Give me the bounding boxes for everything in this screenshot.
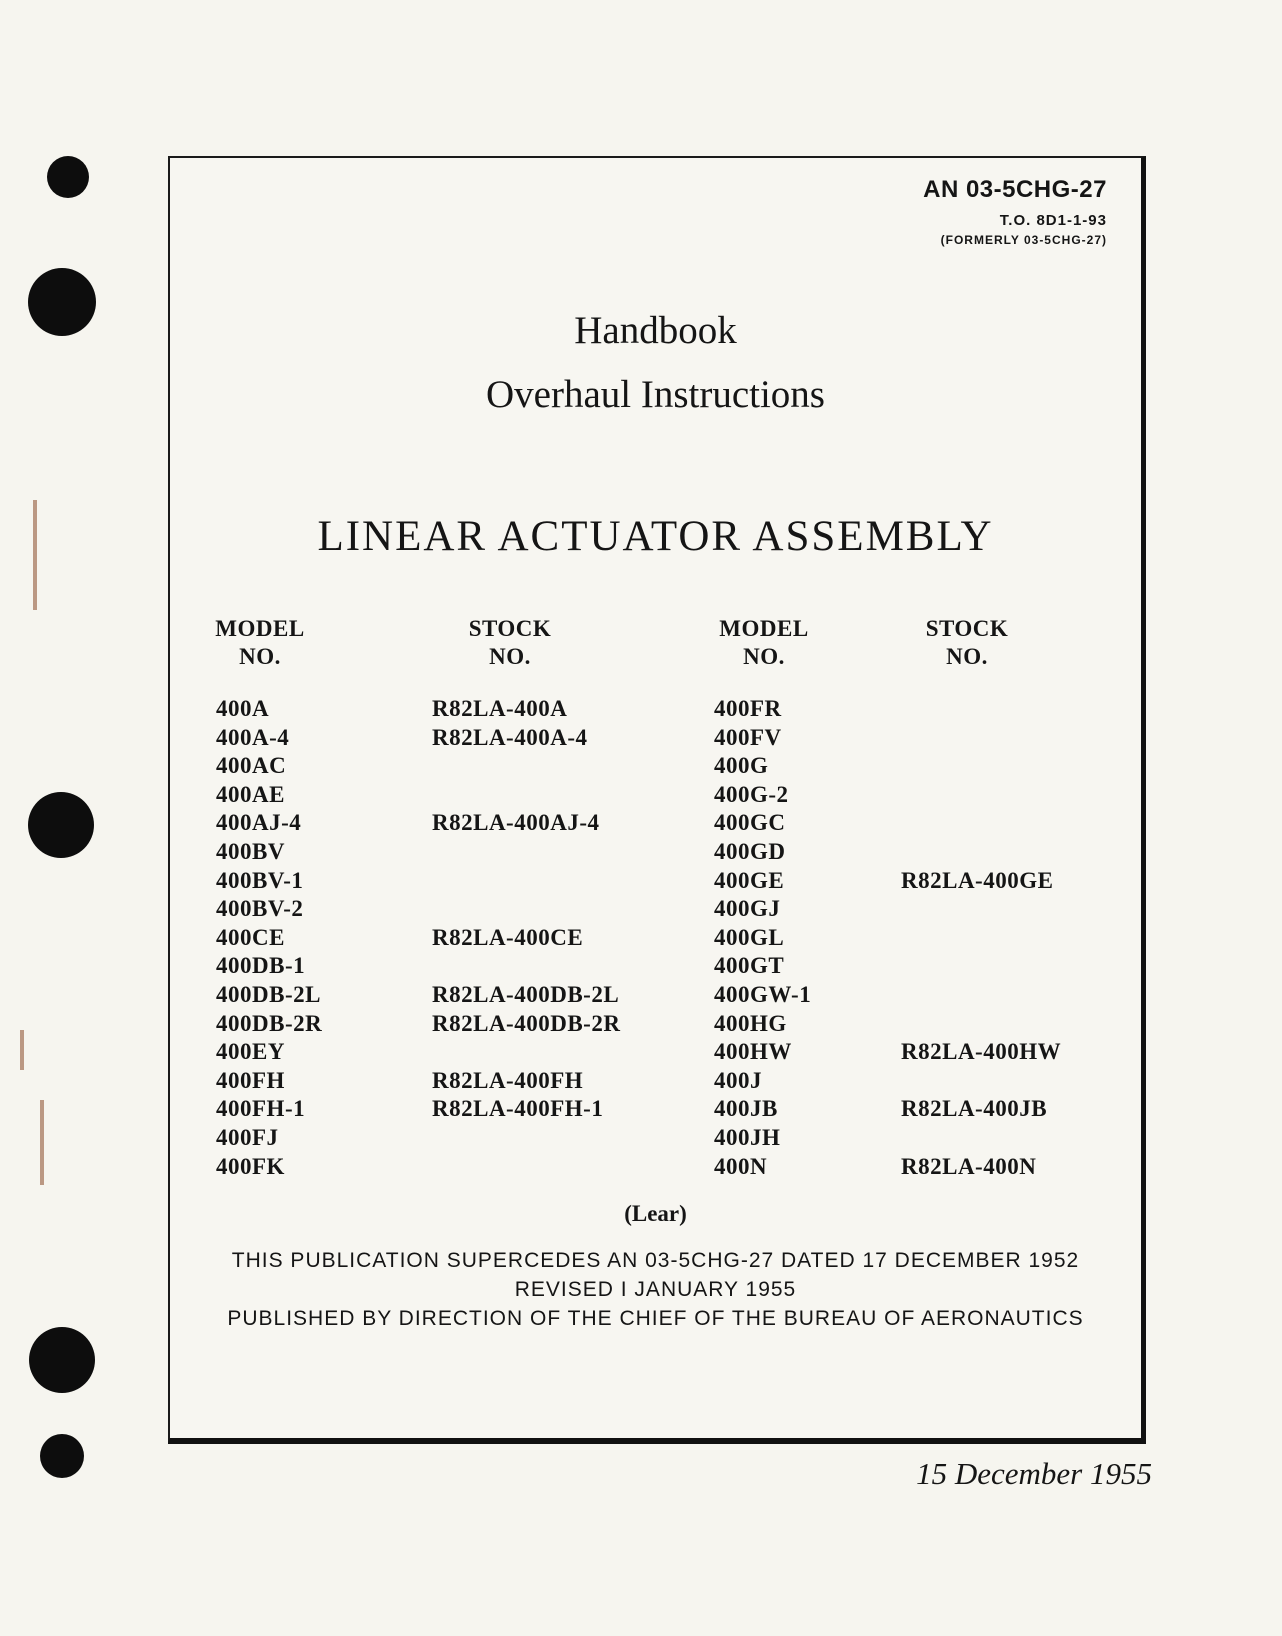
model-number-cell: 400GW-1: [714, 981, 812, 1007]
publication-date: 15 December 1955: [916, 1456, 1152, 1491]
model-number-cell: 400FH: [216, 1067, 285, 1093]
model-number-cell: 400G: [714, 753, 769, 779]
model-number-cell: 400A: [216, 696, 270, 721]
published-note: PUBLISHED BY DIRECTION OF THE CHIEF OF THE BUREAU OF AERONAUTICS: [227, 1307, 1084, 1330]
stock-number-cell: R82LA-400GE: [901, 867, 1054, 893]
stock-number-cell: [901, 781, 1061, 810]
stock-number-cell: [432, 838, 620, 867]
page-title: LINEAR ACTUATOR ASSEMBLY: [317, 513, 994, 560]
binder-hole: [40, 1434, 84, 1478]
stock-number-cell: [901, 1124, 1061, 1153]
model-number-cell: 400AE: [216, 781, 285, 807]
stock-number-cell: [901, 981, 1061, 1010]
stock-number-cell: [901, 895, 1061, 924]
stock-number-cell: [901, 838, 1061, 867]
model-number-cell: 400JB: [714, 1096, 778, 1122]
model-number-cell: 400DB-2L: [216, 981, 321, 1007]
stock-column-right: [901, 615, 1061, 1181]
model-number-cell: 400HG: [714, 1010, 787, 1036]
model-number-cell: 400JH: [714, 1124, 781, 1150]
to-number: T.O. 8D1-1-93: [999, 212, 1107, 229]
model-number-cell: 400HW: [714, 1039, 792, 1065]
stock-number-cell: [432, 752, 620, 781]
model-number-cell: 400BV-2: [216, 896, 304, 922]
model-column-right: [714, 615, 814, 1181]
stock-number-cell: R82LA-400JB: [901, 1096, 1048, 1122]
publication-notes: [170, 1246, 1141, 1333]
stock-number-cell: R82LA-400FH-1: [432, 1096, 604, 1122]
stock-number-cell: R82LA-400DB-2L: [432, 981, 620, 1007]
stock-number-cell: [901, 809, 1061, 838]
binder-hole: [47, 156, 89, 198]
stock-number-cell: [901, 1010, 1061, 1039]
model-number-cell: 400GL: [714, 924, 785, 950]
column-header-model: MODEL NO.: [215, 616, 305, 669]
stock-number-cell: [432, 895, 620, 924]
stock-column-left: [432, 615, 620, 1181]
stock-number-cell: [432, 781, 620, 810]
revised-note: REVISED I JANUARY 1955: [514, 1278, 797, 1301]
binder-hole: [28, 792, 94, 858]
stock-number-cell: [432, 952, 620, 981]
stock-number-cell: R82LA-400N: [901, 1153, 1037, 1179]
document-number-block: [923, 176, 1107, 247]
model-number-cell: 400EY: [216, 1039, 285, 1065]
supersedes-note: THIS PUBLICATION SUPERCEDES AN 03-5CHG-27 DATED 17 DECEMBER 1952: [231, 1249, 1080, 1272]
stock-number-cell: [901, 752, 1061, 781]
stock-number-cell: R82LA-400HW: [901, 1039, 1062, 1065]
an-number: AN 03-5CHG-27: [923, 176, 1107, 203]
column-header-stock: STOCK NO.: [925, 616, 1009, 669]
rust-stain: [20, 1030, 24, 1070]
overhaul-heading: Overhaul Instructions: [485, 373, 825, 416]
model-number-cell: 400FH-1: [216, 1096, 306, 1122]
manufacturer-label: (Lear): [624, 1201, 687, 1226]
stock-number-cell: R82LA-400CE: [432, 924, 584, 950]
document-frame: [168, 156, 1146, 1444]
model-number-cell: 400AJ-4: [216, 810, 302, 836]
model-number-cell: 400FR: [714, 696, 782, 721]
model-number-cell: 400J: [714, 1067, 762, 1093]
stock-number-cell: R82LA-400A: [432, 696, 568, 721]
stock-number-cell: [432, 1124, 620, 1153]
stock-number-cell: [901, 1067, 1061, 1096]
model-number-cell: 400FV: [714, 724, 782, 750]
handbook-heading: Handbook: [574, 309, 737, 352]
stock-number-cell: R82LA-400FH: [432, 1067, 584, 1093]
column-header-model: MODEL NO.: [719, 616, 809, 669]
model-number-cell: 400GJ: [714, 896, 781, 922]
binder-hole: [29, 1327, 95, 1393]
binder-hole: [28, 268, 96, 336]
model-number-cell: 400BV: [216, 838, 285, 864]
model-number-cell: 400DB-1: [216, 953, 306, 979]
stock-number-cell: [432, 1153, 620, 1182]
stock-number-cell: [901, 724, 1061, 753]
stock-number-cell: R82LA-400DB-2R: [432, 1010, 621, 1036]
stock-number-cell: [901, 952, 1061, 981]
stock-number-cell: [432, 867, 620, 896]
column-header-stock: STOCK NO.: [468, 616, 552, 669]
stock-number-cell: [901, 924, 1061, 953]
rust-stain: [33, 500, 37, 610]
formerly-number: (FORMERLY 03-5CHG-27): [940, 233, 1107, 247]
stock-number-cell: [901, 695, 1061, 724]
model-column-left: [216, 615, 322, 1181]
model-number-cell: 400N: [714, 1153, 768, 1179]
model-number-cell: 400A-4: [216, 724, 290, 750]
rust-stain: [40, 1100, 44, 1185]
model-number-cell: 400AC: [216, 753, 287, 779]
model-number-cell: 400CE: [216, 924, 285, 950]
model-number-cell: 400GD: [714, 838, 786, 864]
stock-number-cell: R82LA-400A-4: [432, 724, 588, 750]
stock-number-cell: R82LA-400AJ-4: [432, 810, 600, 836]
model-number-cell: 400FJ: [216, 1124, 279, 1150]
model-number-cell: 400FK: [216, 1153, 285, 1179]
model-number-cell: 400GC: [714, 810, 786, 836]
model-number-cell: 400G-2: [714, 781, 789, 807]
model-number-cell: 400BV-1: [216, 867, 304, 893]
model-number-cell: 400GE: [714, 867, 785, 893]
stock-number-cell: [432, 1038, 620, 1067]
model-number-cell: 400GT: [714, 953, 785, 979]
model-number-cell: 400DB-2R: [216, 1010, 323, 1036]
